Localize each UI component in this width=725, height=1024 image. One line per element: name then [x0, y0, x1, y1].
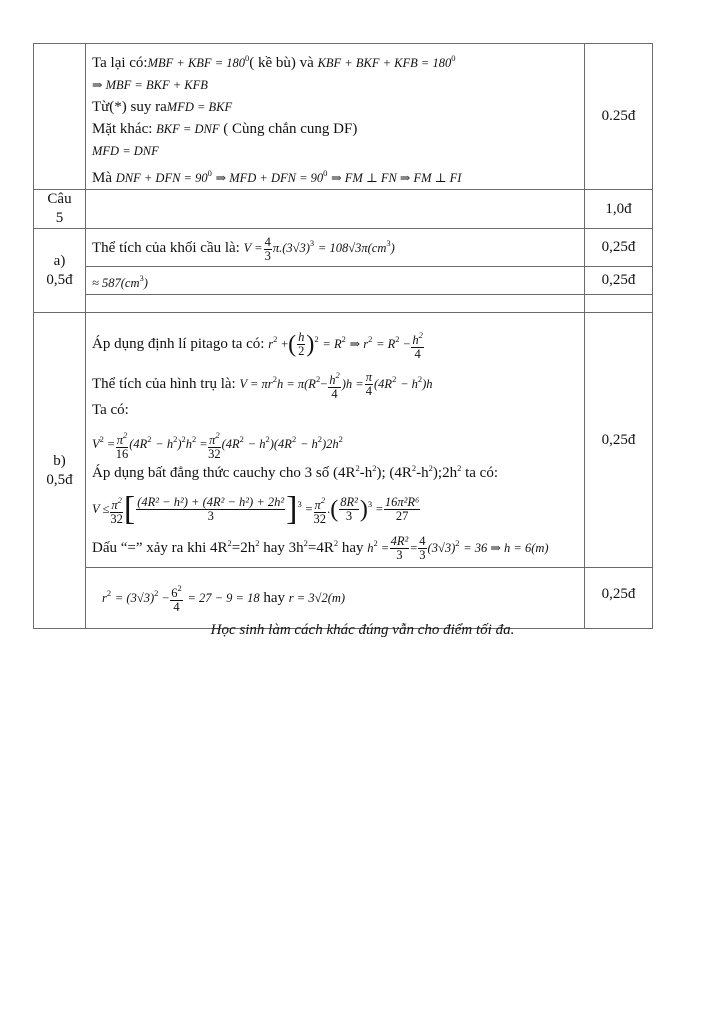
- part-b-l2-frac: $\frac{h^2}{4}$: [329, 369, 340, 401]
- grading-table: [33, 43, 653, 629]
- part-b-line8: $r^2 = (3√3)^2$ − $\frac{6^2}{4}$ = 27 − 9 = 18 hay r = 3√2(m): [86, 568, 585, 629]
- part-a-letter: a): [53, 252, 66, 269]
- proof-line4-text: Mặt khác:: [92, 121, 153, 137]
- part-b-l4-frac2: $\frac{\pi^2}{32}$: [208, 429, 221, 461]
- part-b-l5-text: Áp dụng bất đẳng thức cauchy cho 3 số (4R: [92, 465, 356, 481]
- part-a-score1: 0,25đ: [601, 239, 636, 255]
- row-proof-content: [86, 44, 585, 190]
- part-b-l8-frac: $\frac{6^2}{4}$: [171, 583, 182, 615]
- row-proof: [34, 44, 653, 190]
- row-question5: [34, 190, 653, 229]
- part-a-approx: ≈ 587(cm: [92, 276, 140, 290]
- footer-note: Học sinh làm cách khác đúng vẫn cho điểm tối đa.: [210, 622, 515, 638]
- part-b-content: Áp dụng định lí pitago ta có: $r^2$ +( $\frac{h}{2}$ )$^2 = R^2$ ⇒ $r^2 = R^2$ − $\frac{h^2}{4}$ Thể tích của hình trụ là: $V = \pi r^2h = \pi(R^2-$ $\frac{h^2}{4}$ )h = $\frac{\pi}{4}$ $(4R^2 - h^2)h$ Ta có: $V^2$ = $\frac{\pi^2}{16}$ $(4R^2 - h^2)^2h^2$ = $\frac{\pi^2}{32}$ $(4R^2 - h^2)(4R^2 - h^2)2h^2$ Áp dụng bất đẳng thức cauchy cho 3 số $(4R^2-h^2)$; $(4R^2-h^2);2h^2$ ta có: V ≤ $\frac{\pi^2}{32}$ [ $\frac{\text{(4R² − h²) + (4R² − h²) + 2h²}}{3}$ ]$^3$ = $\frac{\pi^2}{32}$ .( $\frac{\text{8R²}}{3}$ )$^3$ = $\frac{\text{16π²R⁶}}{27}$ Dấu “=” xảy ra khi $4R^2=2h^2$ hay $3h^2=4R^2$ hay $h^2$ = $\frac{\text{4R²}}{3}$ = $\frac{4}{3}$ $(3√3)^2 = 36$ ⇒ h = 6(m): [86, 313, 585, 568]
- part-b-score1-cell: [585, 313, 653, 568]
- row-proof-label-cell: [34, 44, 86, 190]
- part-b-l1-r: r: [268, 337, 274, 351]
- part-b-l6-frac5: $\frac{\text{16π²R⁶}}{27}$: [384, 495, 420, 524]
- proof-line2-math: ⇒ MBF = BKF + KFB: [92, 78, 208, 92]
- part-a-exp1: 3: [309, 238, 315, 249]
- part-b-l1-frac2: $\frac{h^2}{4}$: [412, 329, 423, 361]
- proof-line4-math: BKF = DNF: [156, 122, 220, 136]
- part-b-l6-frac2: $\frac{\text{(4R² − h²) + (4R² − h²) + 2h²}}{3}$: [137, 495, 285, 524]
- row-part-b-1: [34, 313, 653, 568]
- part-b-letter: b): [53, 452, 66, 469]
- part-b-score1: 0,25đ: [601, 431, 636, 448]
- row-part-a-1: [34, 229, 653, 267]
- part-a-empty: [86, 295, 585, 313]
- proof-line3-math: MFD = BKF: [166, 100, 233, 114]
- part-a-math1: π.(3√3): [272, 241, 310, 256]
- proof-line1-math2: KBF + BKF + KFB = 180: [317, 56, 452, 70]
- proof-line6-math3: ⇒ FM ⊥ FN ⇒ FM ⊥ FI: [331, 171, 462, 185]
- question5-score-cell: [585, 190, 653, 229]
- proof-line5-math: MFD = DNF: [92, 144, 159, 158]
- part-a-label: [34, 229, 86, 313]
- part-b-l6-frac4: $\frac{\text{8R²}}{3}$: [340, 495, 358, 524]
- proof-line1-math1: MBF + KBF = 180: [147, 56, 246, 70]
- part-b-l3-text: Ta có:: [92, 402, 129, 418]
- part-a-exp2: 3: [386, 238, 391, 249]
- question5-label-number: 5: [55, 210, 64, 226]
- question5-content: [86, 190, 585, 229]
- part-a-points: 0,5đ: [46, 271, 73, 288]
- proof-score: 0.25đ: [601, 108, 636, 124]
- proof-line6-text: Mà: [92, 170, 112, 186]
- part-a-score2-cell: [585, 267, 653, 295]
- part-b-score2-cell: [585, 568, 653, 629]
- part-b-l6-frac1: $\frac{\pi^2}{32}$: [110, 494, 123, 526]
- part-b-points: 0,5đ: [46, 471, 73, 488]
- part-a-line1-text: Thể tích của khối cầu là:: [92, 240, 240, 257]
- part-a-approx-exp: 3: [139, 273, 144, 283]
- row-part-a-2: [34, 267, 653, 295]
- part-a-math2: = 108√3π(cm: [317, 241, 387, 256]
- part-a-frac-den: 3: [264, 248, 271, 263]
- row-part-a-3: [34, 295, 653, 313]
- part-b-l6-frac3: $\frac{\pi^2}{32}$: [313, 494, 327, 526]
- part-a-frac-num: 4: [264, 234, 271, 249]
- question5-label-word: Câu: [47, 191, 72, 207]
- proof-line1-text: Ta lại có:: [92, 55, 148, 71]
- part-b-label: [34, 313, 86, 629]
- part-b-l7-frac2: $\frac{4}{3}$: [419, 534, 426, 563]
- proof-line1-deg2: 0: [451, 53, 456, 63]
- part-a-score1-cell: [585, 229, 653, 267]
- part-b-l4-frac1: $\frac{\pi^2}{16}$: [115, 429, 129, 461]
- part-a-line2: [86, 267, 585, 295]
- proof-line4-note: ( Cùng chắn cung DF): [223, 121, 358, 137]
- proof-line6-math2: ⇒ MFD + DFN = 90: [215, 171, 324, 185]
- row-proof-score: [585, 44, 653, 190]
- part-b-l1-frac: $\frac{h}{2}$: [298, 330, 305, 359]
- part-a-v: V =: [243, 241, 263, 256]
- proof-line6-deg2: 0: [323, 168, 328, 178]
- part-a-empty-score: [585, 295, 653, 313]
- proof-line3-text: Từ(*) suy ra: [92, 99, 167, 115]
- part-a-fraction: [264, 236, 272, 263]
- part-b-l2-frac2: $\frac{\pi}{4}$: [365, 370, 372, 399]
- proof-line6-deg1: 0: [207, 168, 212, 178]
- part-a-approx-close: ): [143, 276, 148, 290]
- part-b-l1-text: Áp dụng định lí pitago ta có:: [92, 336, 265, 352]
- proof-line6-math1: DNF + DFN = 90: [115, 171, 208, 185]
- question5-label: [34, 190, 86, 229]
- proof-line1-deg: 0: [245, 53, 250, 63]
- part-b-l7-frac1: $\frac{\text{4R²}}{3}$: [390, 534, 409, 563]
- part-a-line1: [86, 229, 585, 267]
- part-b-score2: 0,25đ: [601, 586, 636, 602]
- part-a-score2: 0,25đ: [601, 272, 636, 288]
- question5-score: 1,0đ: [605, 200, 632, 217]
- part-b-l2-text: Thể tích của hình trụ là:: [92, 376, 236, 392]
- part-b-l7-text: Dấu “=” xảy ra khi 4R: [92, 540, 228, 556]
- proof-line1-note: ( kề bù) và: [249, 55, 314, 71]
- part-a-close: ): [390, 241, 395, 256]
- row-part-b-2: [34, 568, 653, 629]
